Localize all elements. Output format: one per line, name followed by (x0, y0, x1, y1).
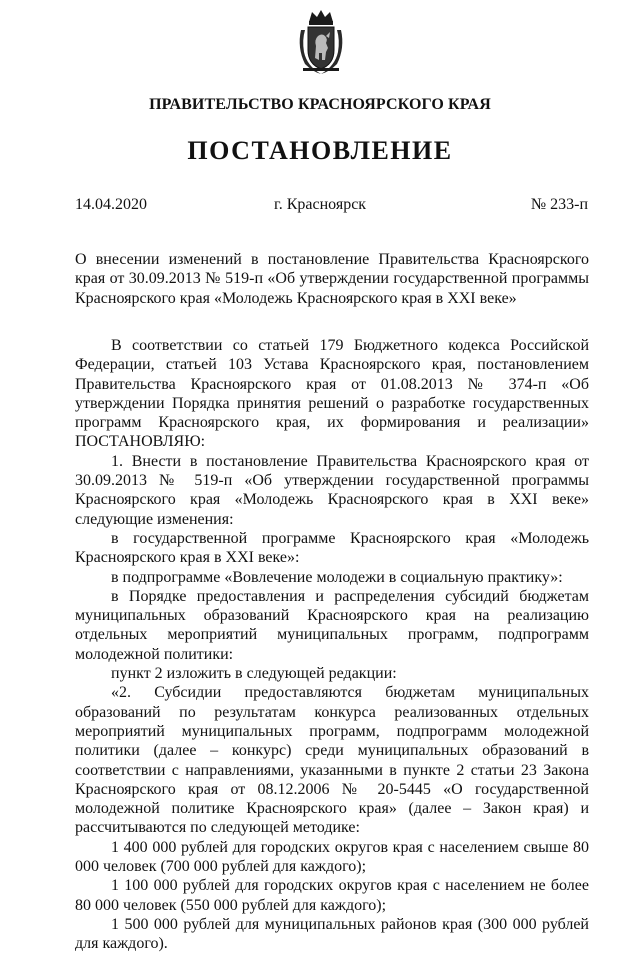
paragraph-preamble: В соответствии со статьей 179 Бюджетного кодекса Российской Федерации, статьей 103 Устава Красноярского края, постановлением Правительства Красноярского края от 01.08.2013 № 374-п «Об утверждении Порядка принятия решений о разработке государственных программ Красноярского края, их формирования и реализации» ПОСТАНОВЛЯЮ: (75, 337, 589, 451)
document-date: 14.04.2020 (75, 196, 147, 213)
paragraph-point-2-intro: пункт 2 изложить в следующей редакции: (111, 665, 397, 683)
document-type-title: ПОСТАНОВЛЕНИЕ (187, 136, 453, 165)
document-subject: О внесении изменений в постановление Правительства Красноярского края от 30.09.2013 № 519-п «Об утверждении государственной программы Красноярского края «Молодежь Красноярского края в XXI веке» (75, 251, 589, 307)
krasnoyarsk-coat-of-arms-icon (295, 8, 347, 76)
paragraph-districts: 1 500 000 рублей для муниципальных районов края (300 000 рублей для каждого). (75, 915, 589, 953)
paragraph-subprogram: в подпрограмме «Вовлечение молодежи в социальную практику»: (111, 568, 563, 586)
document-city: г. Красноярск (273, 196, 367, 213)
paragraph-procedure: в Порядке предоставления и распределения субсидий бюджетам муниципальных образований Красноярского края на реализацию отдельных мероприятий муниципальных программ, подпрограмм молодежной политики: (75, 587, 589, 663)
document-number: № 233-п (530, 196, 588, 213)
document-body (75, 336, 589, 954)
paragraph-point-2-text: «2. Субсидии предоставляются бюджетам муниципальных образований по результатам конкурса реализованных отдельных мероприятий муниципальных программ, подпрограмм молодежной политики (далее – конкурс) среди муниципальных образований в соответствии с направлениями, указанными в пункте 2 статьи 23 Закона Красноярского края от 08.12.2006 № 20-5445 «О государственной молодежной политике Красноярского края» (далее – Закон края) и рассчитываются по следующей методике: (75, 684, 589, 837)
government-name: ПРАВИТЕЛЬСТВО КРАСНОЯРСКОГО КРАЯ (149, 96, 491, 113)
paragraph-clause-1: 1. Внести в постановление Правительства Красноярского края от 30.09.2013 № 519-п «Об утверждении государственной программы Красноярского края «Молодежь Красноярского края в XXI веке» следующие изменения: (75, 452, 589, 528)
paragraph-urban-under-80k: 1 100 000 рублей для городских округов края с населением не более 80 000 человек (550 000 рублей для каждого); (75, 877, 589, 914)
paragraph-urban-over-80k: 1 400 000 рублей для городских округов края с населением свыше 80 000 человек (700 000 рублей для каждого); (75, 838, 589, 876)
paragraph-program: в государственной программе Красноярского края «Молодежь Красноярского края в XXI веке»: (75, 529, 589, 567)
